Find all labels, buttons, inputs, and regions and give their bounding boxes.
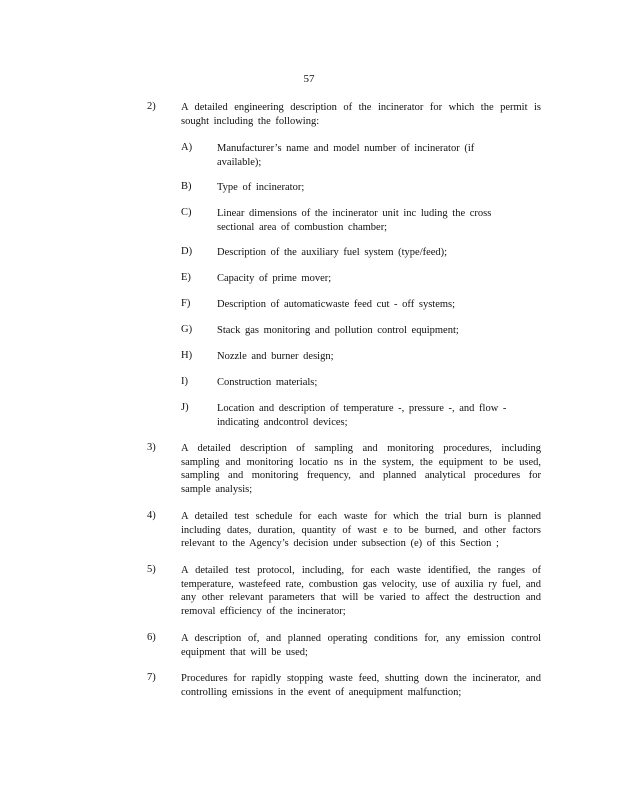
- sub-item-letter: D): [181, 246, 193, 257]
- item-number: 7): [147, 672, 156, 683]
- sub-item-text: Manufacturer’s name and model number of incinerator (if available);: [217, 143, 475, 168]
- sub-item-text: Description of the auxiliary fuel system (type/feed);: [217, 247, 448, 258]
- sub-item-text: Location and description of temperature -, pressure -, and flow - indicating andcontrol devices;: [217, 403, 507, 428]
- item-number: 5): [147, 564, 156, 575]
- sub-item-text: Stack gas monitoring and pollution control equipment;: [217, 325, 459, 336]
- item-number: 4): [147, 510, 156, 521]
- sub-item-letter: J): [181, 402, 189, 413]
- sub-item-letter: G): [181, 324, 193, 335]
- sub-item-text: Type of incinerator;: [217, 182, 305, 193]
- sub-item-letter: B): [181, 181, 192, 192]
- item-text: A detailed engineering description of the incinerator for which the permit is sought including the following:: [181, 102, 541, 127]
- item-number: 2): [147, 101, 156, 112]
- sub-item-letter: A): [181, 142, 193, 153]
- sub-item-letter: F): [181, 298, 191, 309]
- item-text: A detailed description of sampling and monitoring procedures, including sampling and monitoring locatio ns in the system, the equipment to be used, sampling and monitoring frequency, and planned analytical procedures for sample analysis;: [181, 443, 541, 495]
- item-text: A detailed test schedule for each waste for which the trial burn is planned including dates, duration, quantity of wast e to be burned, and other factors relevant to the Agency’s decision under subsection (e) of this Section ;: [181, 511, 541, 550]
- item-text: Procedures for rapidly stopping waste feed, shutting down the incinerator, and controlling emissions in the event of anequipment malfunction;: [181, 673, 541, 698]
- sub-item-letter: E): [181, 272, 191, 283]
- sub-item-text: Construction materials;: [217, 377, 318, 388]
- sub-item-letter: C): [181, 207, 192, 218]
- sub-item-letter: H): [181, 350, 193, 361]
- sub-item-letter: I): [181, 376, 188, 387]
- sub-item-text: Description of automaticwaste feed cut - off systems;: [217, 299, 456, 310]
- sub-item-text: Nozzle and burner design;: [217, 351, 334, 362]
- item-number: 3): [147, 442, 156, 453]
- sub-item-text: Linear dimensions of the incinerator unit inc luding the cross sectional area of combustion chamber;: [217, 208, 492, 233]
- item-text: A description of, and planned operating conditions for, any emission control equipment that will be used;: [181, 633, 541, 658]
- page-number: 57: [303, 73, 315, 85]
- item-text: A detailed test protocol, including, for each waste identified, the ranges of temperature, wastefeed rate, combustion gas velocity, use of auxilia ry fuel, and any other relevant parameters that will be varied to affect the destruction and removal efficiency of the incinerator;: [181, 565, 541, 617]
- sub-item-text: Capacity of prime mover;: [217, 273, 332, 284]
- item-number: 6): [147, 632, 156, 643]
